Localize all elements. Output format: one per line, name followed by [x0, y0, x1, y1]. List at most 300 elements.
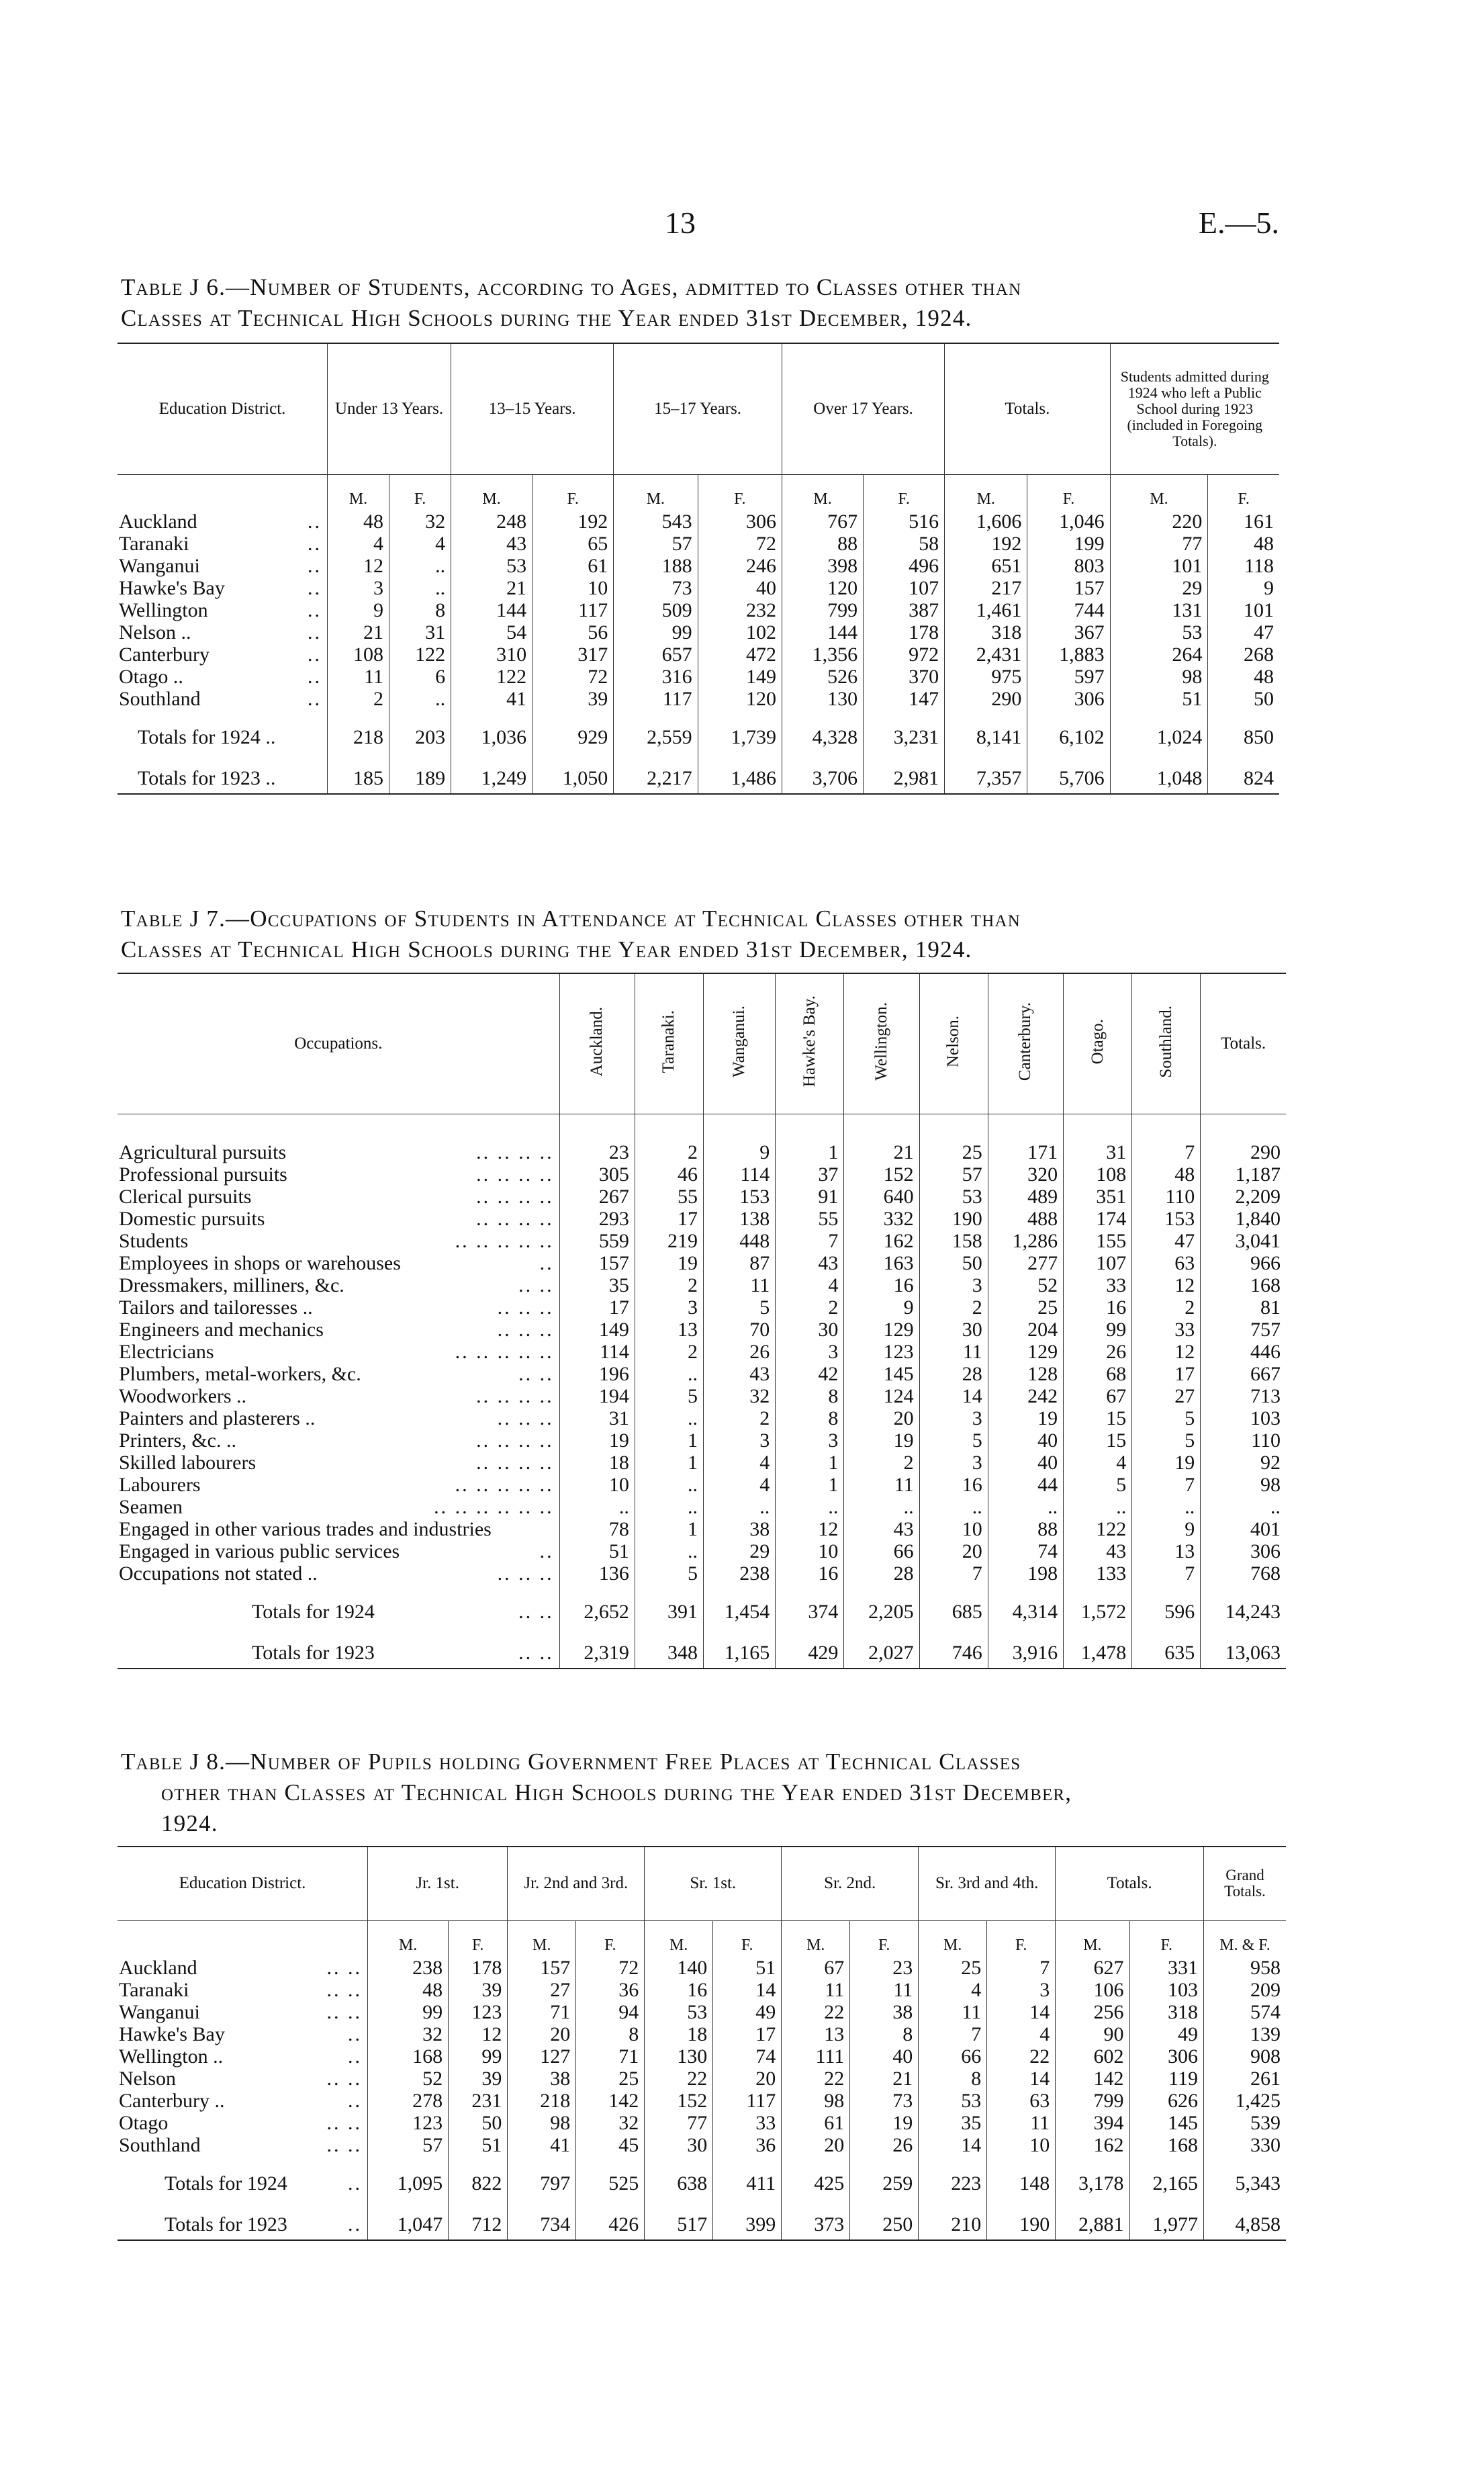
totals-cell: 185 — [328, 754, 389, 794]
table-cell: 110 — [1201, 1429, 1286, 1452]
table-cell: 48 — [328, 511, 389, 533]
table-cell: 12 — [1132, 1341, 1201, 1363]
table-cell: 87 — [704, 1252, 776, 1274]
table-row — [118, 1979, 1286, 2001]
totals-cell: 1,486 — [698, 754, 782, 794]
table-cell: 11 — [919, 1341, 988, 1363]
sex-label: F. — [389, 474, 451, 511]
header-13-15: 13–15 Years. — [451, 343, 614, 474]
table-cell: 53 — [451, 555, 532, 577]
table-cell: 130 — [645, 2045, 713, 2068]
row-label-cell — [118, 1518, 559, 1540]
totals-cell: 189 — [389, 754, 451, 794]
table-cell: 123 — [449, 2001, 508, 2023]
header-southland: Southland. — [1156, 1005, 1175, 1078]
row-label-cell — [118, 533, 328, 555]
table-cell: 25 — [919, 1114, 988, 1164]
row-label-cell — [118, 1252, 559, 1274]
sex-label: F. — [532, 474, 614, 511]
table-cell: 57 — [614, 533, 698, 555]
table-cell: 157 — [559, 1252, 635, 1274]
table-cell: 155 — [1064, 1230, 1132, 1252]
table-cell: 103 — [1129, 1979, 1203, 2001]
table-cell: 3 — [704, 1429, 776, 1452]
header-totals: Totals. — [1201, 973, 1286, 1114]
table-cell: .. — [1132, 1496, 1201, 1518]
row-label-cell — [118, 2045, 368, 2068]
table-cell: 757 — [1201, 1319, 1286, 1341]
table-cell: 367 — [1027, 621, 1110, 644]
totals-cell: 822 — [449, 2156, 508, 2200]
table-cell: 22 — [782, 2001, 850, 2023]
table-cell: 5 — [1132, 1407, 1201, 1429]
table-row — [118, 1540, 1286, 1562]
table-cell: 8 — [850, 2023, 919, 2045]
header-sr-2nd: Sr. 2nd. — [782, 1847, 919, 1920]
header-15-17: 15–17 Years. — [614, 343, 782, 474]
leader-dots: .. — [348, 2089, 362, 2112]
leader-dots: .. — [348, 2023, 362, 2045]
totals-label-cell — [118, 2156, 368, 2200]
table-cell: 10 — [987, 2134, 1056, 2156]
table-cell: .. — [389, 577, 451, 599]
table-cell: 72 — [532, 666, 614, 688]
table-cell: 472 — [698, 644, 782, 666]
table-row — [118, 1957, 1286, 1979]
row-label: Nelson — [119, 2067, 176, 2090]
table-cell: 19 — [988, 1407, 1063, 1429]
leader-dots: .. .. .. .. — [476, 1452, 554, 1474]
table-cell: 124 — [844, 1385, 919, 1407]
table-cell: 16 — [776, 1562, 844, 1585]
table-cell: 448 — [704, 1230, 776, 1252]
leader-dots: .. .. .. .. — [476, 1429, 554, 1452]
table-j6-body — [118, 474, 1279, 794]
table-cell: 28 — [919, 1363, 988, 1385]
row-label: Auckland — [119, 1956, 197, 1979]
leader-dots: .. .. .. — [497, 1319, 554, 1341]
totals-cell: 391 — [635, 1585, 703, 1628]
table-cell: 387 — [864, 599, 945, 621]
table-cell: .. — [635, 1363, 703, 1385]
header-hawkes-bay: Hawke's Bay. — [800, 995, 819, 1088]
table-cell: 43 — [1064, 1540, 1132, 1562]
row-label: Hawke's Bay — [119, 2023, 225, 2045]
totals-cell: 1,165 — [704, 1628, 776, 1669]
table-cell: 3 — [919, 1407, 988, 1429]
row-label: Professional pursuits — [119, 1163, 287, 1186]
table-cell: 18 — [559, 1452, 635, 1474]
sex-label: F. — [713, 1920, 782, 1957]
row-label: Skilled labourers — [119, 1452, 257, 1474]
row-label: Engineers and mechanics — [119, 1319, 324, 1341]
table-cell: 768 — [1201, 1562, 1286, 1585]
table-cell: 972 — [864, 644, 945, 666]
table-cell: 317 — [532, 644, 614, 666]
table-cell: 123 — [844, 1341, 919, 1363]
table-cell: 20 — [919, 1540, 988, 1562]
table-cell: 803 — [1027, 555, 1110, 577]
table-j6-title — [121, 272, 1276, 334]
table-cell: 32 — [389, 511, 451, 533]
table-cell: 39 — [449, 2068, 508, 2090]
table-cell: 28 — [844, 1562, 919, 1585]
table-cell: 3 — [776, 1429, 844, 1452]
table-cell: 218 — [508, 2090, 576, 2112]
table-cell: 67 — [782, 1957, 850, 1979]
row-label: Southland — [119, 2133, 201, 2156]
table-cell: 509 — [614, 599, 698, 621]
totals-cell: 824 — [1208, 754, 1279, 794]
sex-label: M. — [645, 1920, 713, 1957]
table-cell: 20 — [713, 2068, 782, 2090]
row-label-cell — [118, 2090, 368, 2112]
table-cell: 7 — [919, 2023, 987, 2045]
table-cell: 318 — [945, 621, 1027, 644]
row-label: Tailors and tailoresses .. — [119, 1296, 313, 1319]
row-label: Otago — [119, 2111, 169, 2134]
table-cell: 61 — [782, 2112, 850, 2134]
row-label-cell — [118, 1429, 559, 1452]
totals-label: Totals for 1924 .. — [138, 725, 276, 748]
table-cell: 219 — [635, 1230, 703, 1252]
table-cell: 1,046 — [1027, 511, 1110, 533]
header-otago: Otago. — [1088, 1018, 1107, 1065]
row-label: Wanganui — [119, 2000, 200, 2023]
totals-cell: 685 — [919, 1585, 988, 1628]
table-cell: 4 — [389, 533, 451, 555]
table-cell: 246 — [698, 555, 782, 577]
sex-label: F. — [449, 1920, 508, 1957]
table-row — [118, 1230, 1286, 1252]
table-cell: 168 — [368, 2045, 449, 2068]
table-cell: 130 — [782, 688, 864, 710]
leader-dots: .. — [539, 1540, 554, 1562]
table-j7-title-line1: Table J 7.—Occupations of Students in Attendance at Technical Classes other than — [121, 905, 1021, 932]
totals-cell: 374 — [776, 1585, 844, 1628]
table-cell: 256 — [1056, 2001, 1129, 2023]
table-cell: 12 — [328, 555, 389, 577]
table-cell: 110 — [1132, 1186, 1201, 1208]
totals-label-cell — [118, 1585, 559, 1628]
row-label-cell — [118, 511, 328, 533]
table-cell: 128 — [988, 1363, 1063, 1385]
table-cell: 12 — [449, 2023, 508, 2045]
table-cell: 58 — [864, 533, 945, 555]
table-cell: 14 — [919, 1385, 988, 1407]
totals-cell: 2,981 — [864, 754, 945, 794]
table-cell: 23 — [559, 1114, 635, 1164]
table-cell: 3 — [919, 1274, 988, 1296]
row-label-cell — [118, 1186, 559, 1208]
row-label: Printers, &c. .. — [119, 1429, 236, 1452]
table-cell: 231 — [449, 2090, 508, 2112]
table-cell: 8 — [776, 1385, 844, 1407]
table-cell: 14 — [987, 2068, 1056, 2090]
totals-cell: 5,343 — [1204, 2156, 1287, 2200]
sex-label: F. — [698, 474, 782, 511]
table-j7 — [118, 973, 1286, 1669]
totals-cell: 1,024 — [1110, 710, 1208, 754]
table-cell: 144 — [451, 599, 532, 621]
table-cell: 5 — [919, 1429, 988, 1452]
table-j7-title — [121, 903, 1276, 965]
table-cell: 33 — [1064, 1274, 1132, 1296]
header-wellington: Wellington. — [872, 1002, 890, 1081]
table-cell: 17 — [635, 1208, 703, 1230]
row-label-cell — [118, 1163, 559, 1186]
table-cell: 198 — [988, 1562, 1063, 1585]
table-cell: 9 — [1208, 577, 1279, 599]
table-cell: 98 — [508, 2112, 576, 2134]
table-cell: 32 — [576, 2112, 645, 2134]
totals-label: Totals for 1923 .. — [138, 766, 276, 789]
totals-cell: 712 — [449, 2200, 508, 2240]
totals-cell: 797 — [508, 2156, 576, 2200]
table-cell: 25 — [988, 1296, 1063, 1319]
totals-label-cell — [118, 2200, 368, 2240]
table-cell: 496 — [864, 555, 945, 577]
leader-dots: .. .. — [326, 2067, 362, 2090]
header-education-district: Education District. — [118, 343, 328, 474]
leader-dots: .. .. — [326, 1956, 362, 1979]
totals-cell: 4,328 — [782, 710, 864, 754]
table-cell: 98 — [1201, 1474, 1286, 1496]
row-label-cell — [118, 1319, 559, 1341]
leader-dots: .. .. .. .. — [476, 1141, 554, 1163]
table-cell: 15 — [1064, 1429, 1132, 1452]
table-cell: 5 — [1064, 1474, 1132, 1496]
table-cell: 70 — [704, 1319, 776, 1341]
table-cell: 39 — [532, 688, 614, 710]
table-cell: 16 — [844, 1274, 919, 1296]
table-row — [118, 1429, 1286, 1452]
table-cell: .. — [635, 1474, 703, 1496]
table-cell: 33 — [713, 2112, 782, 2134]
table-cell: 77 — [1110, 533, 1208, 555]
table-cell: 13 — [1132, 1540, 1201, 1562]
row-label-cell — [118, 1957, 368, 1979]
row-label-cell — [118, 1496, 559, 1518]
row-label-cell — [118, 666, 328, 688]
table-cell: 90 — [1056, 2023, 1129, 2045]
table-cell: 57 — [368, 2134, 449, 2156]
row-label: Engaged in other various trades and industries — [119, 1518, 492, 1540]
row-label-cell — [118, 2112, 368, 2134]
totals-cell: 7,357 — [945, 754, 1027, 794]
table-cell: 199 — [1027, 533, 1110, 555]
table-cell: .. — [919, 1496, 988, 1518]
table-cell: 153 — [704, 1186, 776, 1208]
leader-dots: .. .. .. — [497, 1407, 554, 1429]
table-cell: 99 — [368, 2001, 449, 2023]
table-cell: 4 — [1064, 1452, 1132, 1474]
totals-cell: 190 — [987, 2200, 1056, 2240]
table-cell: 33 — [1132, 1319, 1201, 1341]
table-cell: 489 — [988, 1186, 1063, 1208]
table-cell: 29 — [704, 1540, 776, 1562]
totals-cell: 250 — [850, 2200, 919, 2240]
table-cell: 142 — [576, 2090, 645, 2112]
table-cell: 559 — [559, 1230, 635, 1252]
row-label-cell — [118, 1363, 559, 1385]
table-cell: 123 — [368, 2112, 449, 2134]
table-row — [118, 1496, 1286, 1518]
table-cell: 47 — [1208, 621, 1279, 644]
table-cell: 5 — [704, 1296, 776, 1319]
table-cell: 7 — [1132, 1562, 1201, 1585]
table-cell: 178 — [864, 621, 945, 644]
table-cell: 26 — [850, 2134, 919, 2156]
totals-cell: 426 — [576, 2200, 645, 2240]
totals-cell: 746 — [919, 1628, 988, 1669]
table-cell: 196 — [559, 1363, 635, 1385]
table-cell: 26 — [704, 1341, 776, 1363]
table-cell: 27 — [508, 1979, 576, 2001]
table-cell: 232 — [698, 599, 782, 621]
totals-cell: 517 — [645, 2200, 713, 2240]
row-label: Canterbury — [119, 643, 210, 666]
sex-label: M. — [782, 1920, 850, 1957]
leader-dots: .. — [348, 2172, 362, 2194]
leader-dots: .. — [308, 532, 322, 555]
table-cell: 35 — [559, 1274, 635, 1296]
leader-dots: .. — [348, 2213, 362, 2235]
table-cell: 171 — [988, 1114, 1063, 1164]
table-cell: 53 — [919, 2090, 987, 2112]
table-cell: 2 — [704, 1407, 776, 1429]
table-cell: 2 — [635, 1341, 703, 1363]
table-cell: 108 — [1064, 1163, 1132, 1186]
table-row — [118, 2112, 1286, 2134]
totals-row — [118, 1585, 1286, 1628]
table-cell: 51 — [559, 1540, 635, 1562]
table-cell: 52 — [368, 2068, 449, 2090]
row-label-cell — [118, 2068, 368, 2090]
table-cell: 119 — [1129, 2068, 1203, 2090]
table-row — [118, 1186, 1286, 1208]
table-cell: 114 — [704, 1163, 776, 1186]
table-cell: 3 — [776, 1341, 844, 1363]
row-label-cell — [118, 1562, 559, 1585]
table-cell: 401 — [1201, 1518, 1286, 1540]
totals-label-cell — [118, 1628, 559, 1669]
table-row — [118, 688, 1279, 710]
table-cell: 117 — [614, 688, 698, 710]
table-cell: 122 — [1064, 1518, 1132, 1540]
totals-cell: 929 — [532, 710, 614, 754]
table-cell: .. — [635, 1407, 703, 1429]
table-cell: 50 — [449, 2112, 508, 2134]
table-cell: 310 — [451, 644, 532, 666]
table-cell: 71 — [508, 2001, 576, 2023]
totals-cell: 5,706 — [1027, 754, 1110, 794]
table-cell: 40 — [850, 2045, 919, 2068]
table-cell: 102 — [698, 621, 782, 644]
table-cell: 8 — [576, 2023, 645, 2045]
table-j8 — [118, 1846, 1286, 2241]
table-cell: 145 — [1129, 2112, 1203, 2134]
row-label: Labourers — [119, 1474, 201, 1496]
table-cell: 11 — [844, 1474, 919, 1496]
table-cell: 242 — [988, 1385, 1063, 1407]
table-cell: 2 — [328, 688, 389, 710]
table-row — [118, 2001, 1286, 2023]
table-cell: 53 — [919, 1186, 988, 1208]
table-row — [118, 1385, 1286, 1407]
totals-cell: 14,243 — [1201, 1585, 1286, 1628]
table-cell: .. — [844, 1496, 919, 1518]
totals-cell: 210 — [919, 2200, 987, 2240]
table-cell: 11 — [919, 2001, 987, 2023]
table-cell: 3 — [919, 1452, 988, 1474]
leader-dots: .. .. — [518, 1642, 554, 1664]
row-label-cell — [118, 2001, 368, 2023]
table-cell: 18 — [645, 2023, 713, 2045]
table-cell: 32 — [704, 1385, 776, 1407]
table-cell: 2,431 — [945, 644, 1027, 666]
table-cell: 10 — [776, 1540, 844, 1562]
table-cell: 65 — [532, 533, 614, 555]
header-jr-2nd-3rd: Jr. 2nd and 3rd. — [508, 1847, 645, 1920]
row-label: Painters and plasterers .. — [119, 1407, 316, 1429]
table-cell: 21 — [844, 1114, 919, 1164]
table-row — [118, 1363, 1286, 1385]
totals-cell: 1,095 — [368, 2156, 449, 2200]
table-cell: 131 — [1110, 599, 1208, 621]
table-cell: 7 — [919, 1562, 988, 1585]
totals-cell: 734 — [508, 2200, 576, 2240]
table-cell: 220 — [1110, 511, 1208, 533]
table-cell: 120 — [698, 688, 782, 710]
table-cell: 975 — [945, 666, 1027, 688]
table-cell: 9 — [328, 599, 389, 621]
table-cell: 140 — [645, 1957, 713, 1979]
table-cell: 2 — [635, 1114, 703, 1164]
totals-cell: 1,050 — [532, 754, 614, 794]
table-cell: 66 — [919, 2045, 987, 2068]
totals-cell: 525 — [576, 2156, 645, 2200]
table-cell: 26 — [1064, 1341, 1132, 1363]
totals-label: Totals for 1924 — [252, 1601, 375, 1623]
table-cell: 192 — [532, 511, 614, 533]
row-label-cell — [118, 577, 328, 599]
row-label-cell — [118, 688, 328, 710]
totals-cell: 373 — [782, 2200, 850, 2240]
table-cell: 30 — [776, 1319, 844, 1341]
table-cell: 8 — [919, 2068, 987, 2090]
totals-cell: 2,217 — [614, 754, 698, 794]
totals-label: Totals for 1924 — [165, 2172, 287, 2194]
table-cell: 10 — [919, 1518, 988, 1540]
table-cell: 50 — [1208, 688, 1279, 710]
totals-label: Totals for 1923 — [165, 2213, 287, 2235]
table-cell: 908 — [1204, 2045, 1287, 2068]
table-cell: .. — [1064, 1496, 1132, 1518]
table-row — [118, 1562, 1286, 1585]
table-j8-title-line3: 1924. — [161, 1810, 218, 1836]
header-wanganui: Wanganui. — [730, 1006, 749, 1077]
table-cell: 194 — [559, 1385, 635, 1407]
table-cell: 27 — [1132, 1385, 1201, 1407]
table-cell: 9 — [1132, 1518, 1201, 1540]
table-cell: 277 — [988, 1252, 1063, 1274]
sex-label: F. — [1129, 1920, 1203, 1957]
leader-dots: .. .. .. .. — [476, 1163, 554, 1186]
leader-dots: .. .. — [518, 1601, 554, 1623]
totals-cell: 2,652 — [559, 1585, 635, 1628]
leader-dots: .. .. — [518, 1274, 554, 1296]
